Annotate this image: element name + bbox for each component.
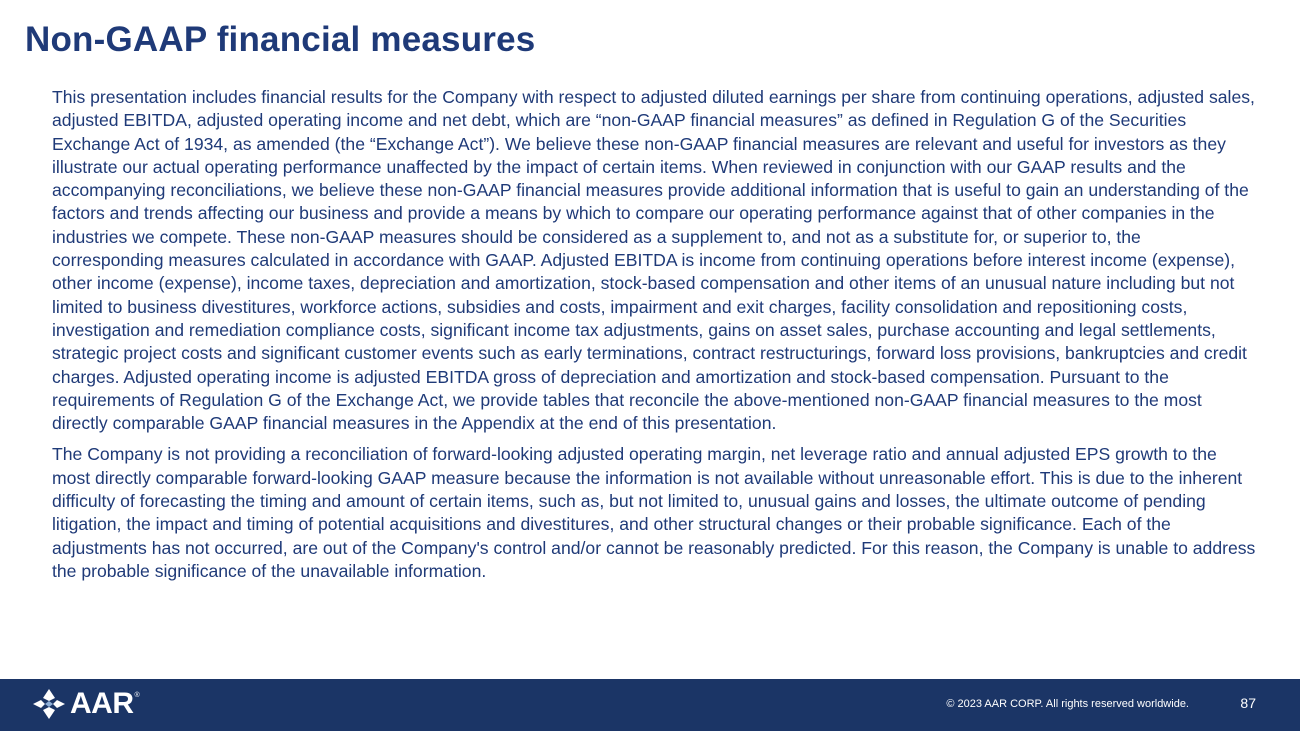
footer-bar bbox=[0, 679, 1300, 731]
paragraph-forward-looking: The Company is not providing a reconciliation of forward-looking adjusted operating margin, net leverage ratio and annual adjusted EPS growth to the most directly comparable forward-looking GAAP measure because the information is not available without unreasonable effort. This is due to the inherent difficulty of forecasting the timing and amount of certain items, such as, but not limited to, unusual gains and losses, the ultimate outcome of pending litigation, the impact and timing of potential acquisitions and divestitures, and other structural changes or their probable significance. Each of the adjustments has not occurred, are out of the Company's control and/or cannot be reasonably predicted. For this reason, the Company is unable to address the probable significance of the unavailable information. bbox=[52, 444, 1256, 581]
aar-logo bbox=[32, 688, 140, 720]
copyright-notice: © 2023 AAR CORP. All rights reserved worldwide. bbox=[946, 698, 1189, 710]
aar-logo-icon bbox=[32, 688, 66, 720]
logo-wordmark: AAR bbox=[70, 687, 134, 720]
logo-registered-mark: ® bbox=[134, 692, 140, 699]
body-text bbox=[52, 86, 1257, 583]
paragraph-non-gaap-definition: This presentation includes financial results for the Company with respect to adjusted diluted earnings per share from continuing operations, adjusted sales, adjusted EBITDA, adjusted operating income and net debt, which are “non-GAAP financial measures” as defined in Regulation G of the Securities Exchange Act of 1934, as amended (the “Exchange Act”). We believe these non-GAAP financial measures are relevant and useful for investors as they illustrate our actual operating performance unaffected by the impact of certain items. When reviewed in conjunction with our GAAP results and the accompanying reconciliations, we believe these non-GAAP financial measures provide additional information that is useful to gain an understanding of the factors and trends affecting our business and provide a means by which to compare our operating performance against that of other companies in the industries we compete. These non-GAAP measures should be considered as a supplement to, and not as a substitute for, or superior to, the corresponding measures calculated in accordance with GAAP. Adjusted EBITDA is income from continuing operations before interest income (expense), other income (expense), income taxes, depreciation and amortization, stock-based compensation and other items of an unusual nature including but not limited to business divestitures, workforce actions, subsidies and costs, impairment and exit charges, facility consolidation and repositioning costs, investigation and remediation compliance costs, significant income tax adjustments, gains on asset sales, purchase accounting and legal settlements, strategic project costs and significant customer events such as early terminations, contract restructurings, forward loss provisions, bankruptcies and credit charges. Adjusted operating income is adjusted EBITDA gross of depreciation and amortization and stock-based compensation. Pursuant to the requirements of Regulation G of the Exchange Act, we provide tables that reconcile the above-mentioned non-GAAP financial measures to the most directly comparable GAAP financial measures in the Appendix at the end of this presentation. bbox=[52, 87, 1255, 434]
page-number: 87 bbox=[1240, 695, 1256, 711]
page-title: Non-GAAP financial measures bbox=[25, 20, 536, 59]
